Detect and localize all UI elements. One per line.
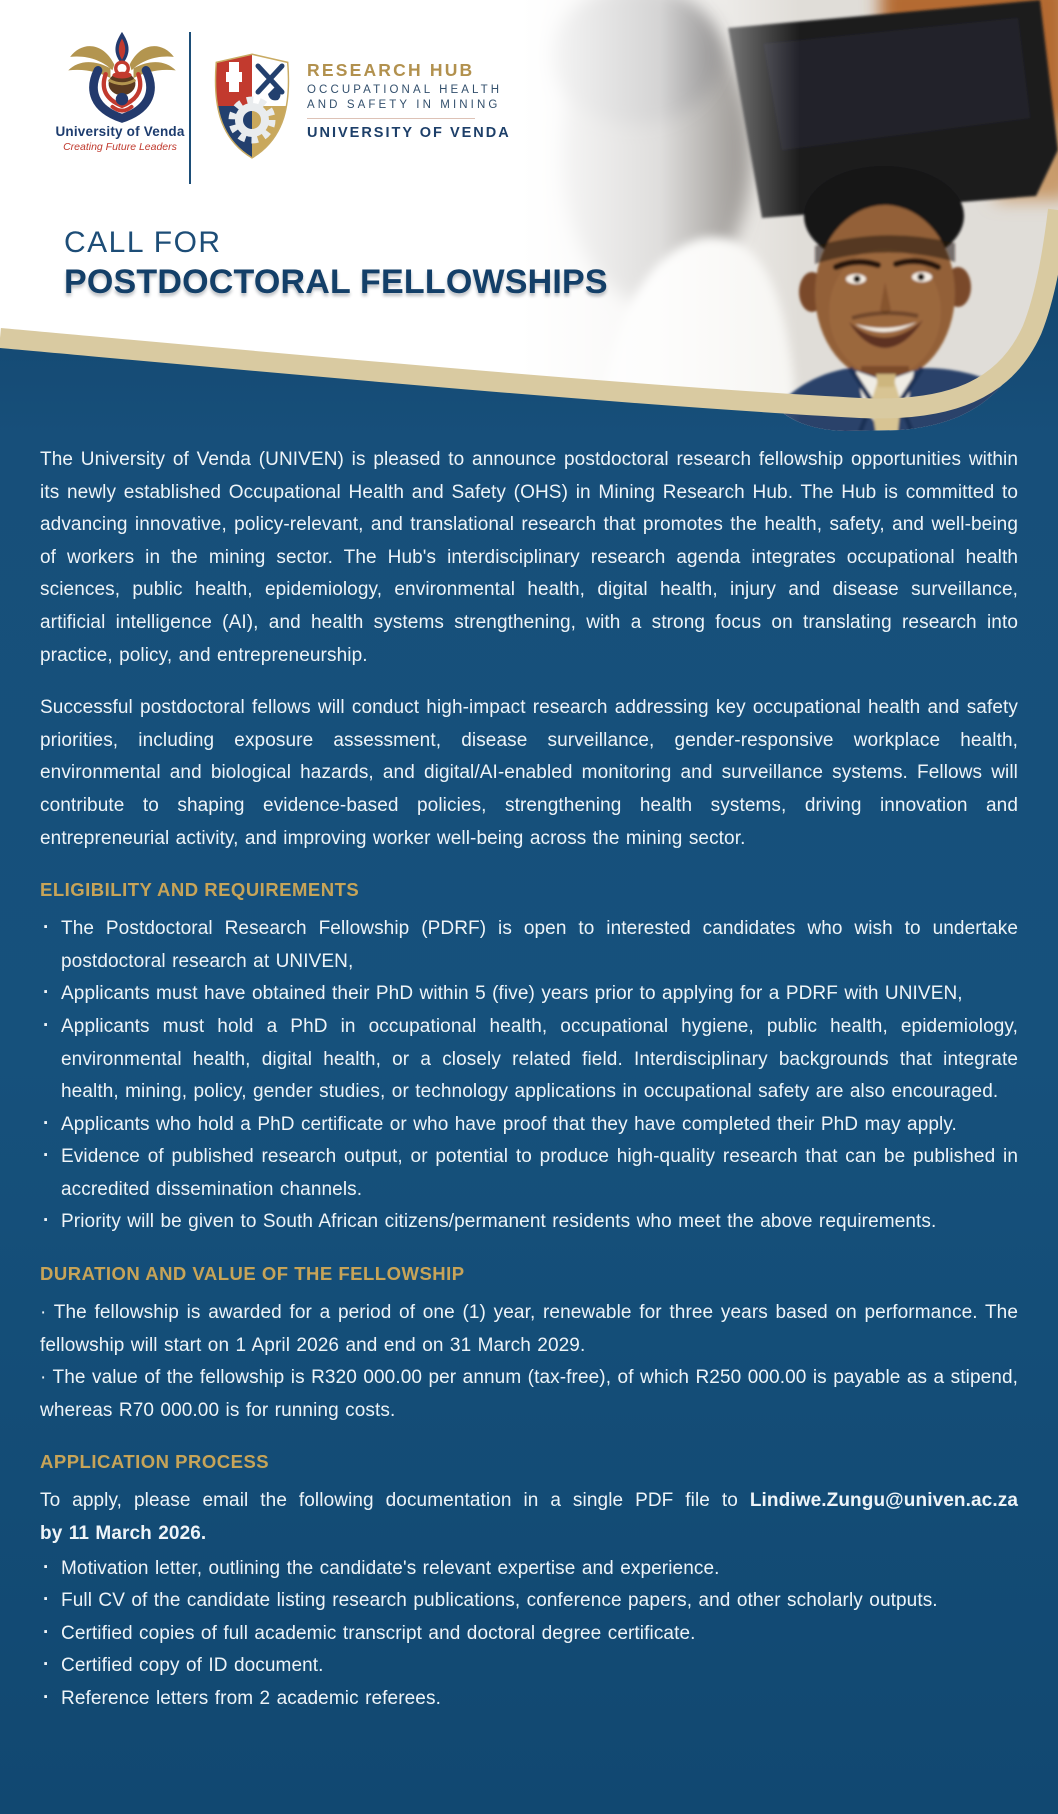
title-line-call-for: CALL FOR: [64, 226, 222, 259]
eligibility-heading: ELIGIBILITY AND REQUIREMENTS: [40, 879, 360, 901]
application-deadline: by 11 March 2026.: [40, 1523, 207, 1545]
list-item: · Reference letters from 2 academic referees.: [40, 1683, 1018, 1716]
duration-item-1: · The fellowship is awarded for a period of one (1) year, renewable for three years based on performance. The fellowship will start on 1 April 2026 and end on 31 March 2029.: [40, 1297, 1018, 1362]
hub-university-name: UNIVERSITY OF VENDA: [307, 125, 511, 141]
research-hub-shield-icon: [210, 52, 294, 162]
hub-title: RESEARCH HUB: [307, 60, 475, 80]
list-item: · Certified copies of full academic transcript and doctoral degree certificate.: [40, 1618, 1018, 1651]
logo-divider: [189, 32, 191, 184]
list-item: · Applicants must hold a PhD in occupational health, occupational hygiene, public health, epidemiology, environmental health, digital health, or a closely related field. Interdisciplinary backgrounds that integrate health, mining, policy, gender studies, or technology applications in occupational safety are also encouraged.: [40, 1011, 1018, 1109]
application-intro-text: To apply, please email the following documentation in a single PDF file to: [40, 1490, 750, 1512]
title-line-postdoctoral-fellowships: POSTDOCTORAL FELLOWSHIPS: [64, 263, 608, 301]
application-email: Lindiwe.Zungu@univen.ac.za: [749, 1490, 1018, 1512]
application-intro: [40, 1485, 1018, 1550]
intro-paragraph-2: Successful postdoctoral fellows will conduct high-impact research addressing key occupational health and safety priorities, including exposure assessment, disease surveillance, gender-responsive workplace health, environmental and biological hazards, and digital/AI-enabled monitoring and surveillance systems. Fellows will contribute to shaping evidence-based policies, strengthening health systems, driving innovation and entrepreneurial activity, and improving worker well-being across the mining sector.: [40, 697, 1018, 849]
duration-heading: DURATION AND VALUE OF THE FELLOWSHIP: [40, 1263, 465, 1285]
intro-paragraph-1: The University of Venda (UNIVEN) is pleased to announce postdoctoral research fellowship opportunities within its newly established Occupational Health and Safety (OHS) in Mining Research Hub. The Hub is committed to advancing innovative, policy-relevant, and translational research that promotes the health, safety, and well-being of workers in the mining sector. The Hub's interdisciplinary research agenda integrates occupational health sciences, public health, epidemiology, environmental health, digital health, injury and disease surveillance, artificial intelligence (AI), and health systems strengthening, with a strong focus on translating research into practice, policy, and entrepreneurship.: [40, 449, 1018, 666]
list-item: · Priority will be given to South African citizens/permanent residents who meet the above requirements.: [40, 1206, 1018, 1239]
list-item: · Motivation letter, outlining the candidate's relevant expertise and experience.: [40, 1553, 1018, 1586]
application-list: [40, 1553, 1018, 1716]
eligibility-list: [40, 913, 1018, 1239]
graduate-photo: [520, 0, 1058, 440]
list-item: · The Postdoctoral Research Fellowship (PDRF) is open to interested candidates who wish to undertake postdoctoral research at UNIVEN,: [40, 913, 1018, 978]
list-item: · Certified copy of ID document.: [40, 1650, 1018, 1683]
list-item: · Full CV of the candidate listing research publications, conference papers, and other scholarly outputs.: [40, 1585, 1018, 1618]
research-hub-wordmark: [307, 60, 537, 141]
univen-crest-icon: [52, 30, 192, 126]
duration-item-2: · The value of the fellowship is R320 000.00 per annum (tax-free), of which R250 000.00 is payable as a stipend, whereas R70 000.00 is for running costs.: [40, 1362, 1018, 1427]
list-item: · Evidence of published research output, or potential to produce high-quality research that can be published in accredited dissemination channels.: [40, 1141, 1018, 1206]
hub-subtitle-line1: OCCUPATIONAL HEALTH: [307, 84, 503, 96]
poster-body: [0, 440, 1058, 1716]
list-item: · Applicants who hold a PhD certificate or who have proof that they have completed their PhD may apply.: [40, 1109, 1018, 1142]
univen-logo-name: University of Venda: [55, 124, 185, 139]
header: [0, 0, 1058, 440]
list-item: · Applicants must have obtained their PhD within 5 (five) years prior to applying for a PDRF with UNIVEN,: [40, 978, 1018, 1011]
hub-rule: [307, 118, 475, 119]
application-heading: APPLICATION PROCESS: [40, 1451, 270, 1473]
poster-title: [64, 226, 608, 302]
hub-subtitle-line2: AND SAFETY IN MINING: [307, 99, 501, 111]
univen-logo-tagline: Creating Future Leaders: [63, 141, 177, 153]
